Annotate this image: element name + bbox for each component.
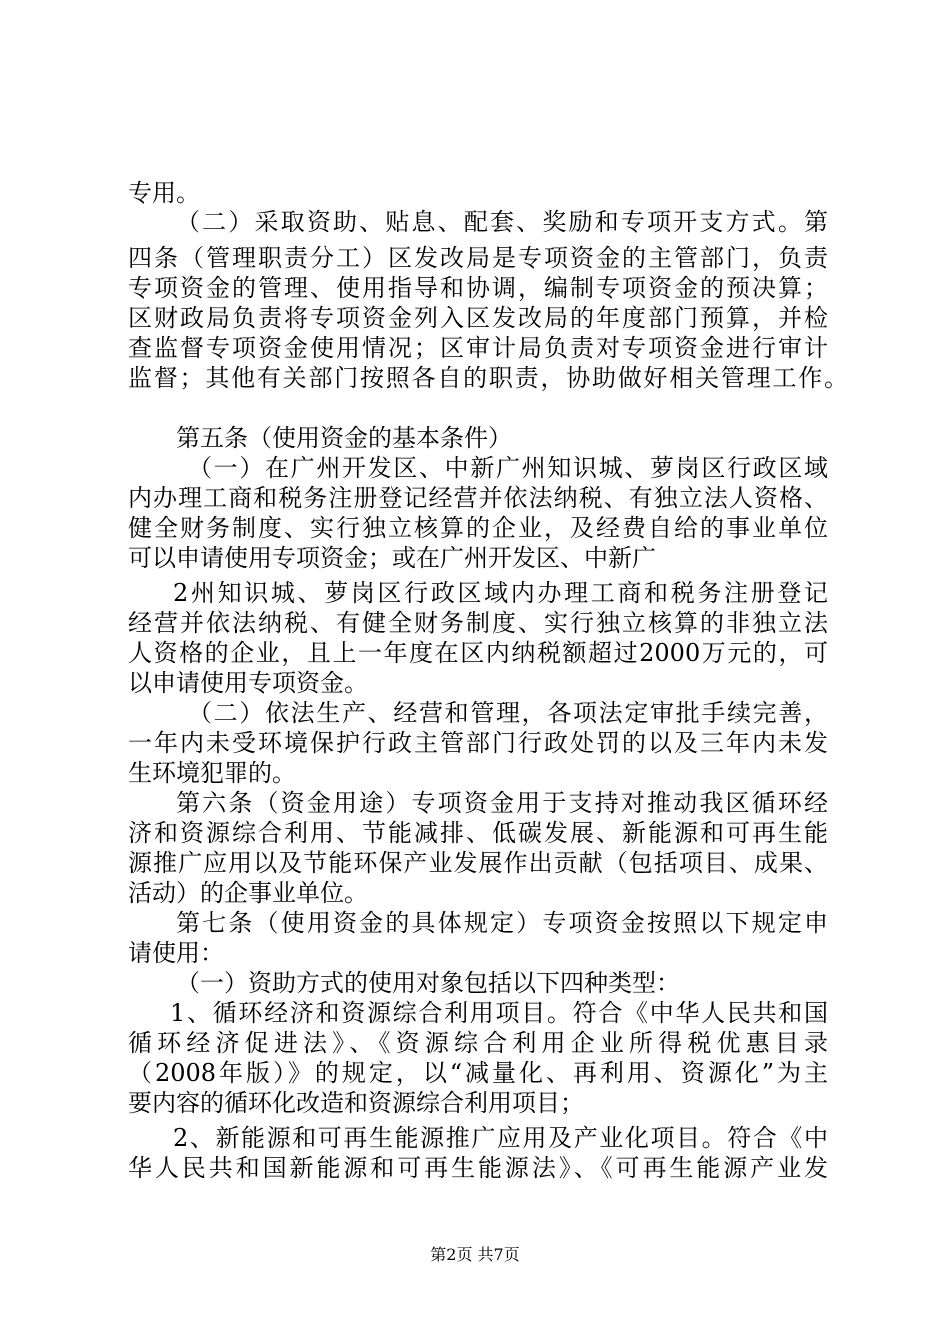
text-line: 查监督专项资金使用情况；区审计局负责对专项资金进行审计 (128, 334, 828, 362)
text-line: 四条（管理职责分工）区发改局是专项资金的主管部门，负责 (128, 244, 828, 272)
text-line: 经营并依法纳税、有健全财务制度、实行独立核算的非独立法 (128, 609, 828, 637)
text-line: 一年内未受环境保护行政主管部门行政处罚的以及三年内未发 (128, 729, 828, 757)
text-line: 华人民共和国新能源和可再生能源法》、《可再生能源产业发 (128, 1154, 828, 1182)
text-line: 内办理工商和税务注册登记经营并依法纳税、有独立法人资格、 (128, 484, 828, 512)
text-line: 专用。 (128, 179, 200, 207)
text-line: 可以申请使用专项资金；或在广州开发区、中新广 (128, 544, 656, 572)
section-heading: 第五条（使用资金的基本条件） (176, 424, 512, 452)
text-line: 专项资金的管理、使用指导和协调，编制专项资金的预决算； (128, 274, 828, 302)
text-line: （2008年版）》的规定，以“减量化、再利用、资源化”为主 (128, 1059, 828, 1087)
text-line: 活动）的企事业单位。 (128, 879, 368, 907)
text-line: 生环境犯罪的。 (128, 759, 296, 787)
section-heading: 第七条（使用资金的具体规定）专项资金按照以下规定申 (176, 909, 828, 937)
text-line: 2州知识城、萝岗区行政区域内办理工商和税务注册登记 (173, 579, 828, 607)
text-line: 请使用： (128, 939, 224, 967)
text-line: 以申请使用专项资金。 (128, 669, 368, 697)
text-line: 区财政局负责将专项资金列入区发改局的年度部门预算，并检 (128, 304, 828, 332)
text-line: 监督；其他有关部门按照各自的职责，协助做好相关管理工作。 (128, 364, 848, 392)
text-line: 2、新能源和可再生能源推广应用及产业化项目。符合《中 (173, 1124, 828, 1152)
text-line: （一）资助方式的使用对象包括以下四种类型： (176, 969, 680, 997)
text-line: （一）在广州开发区、中新广州知识城、萝岗区行政区域 (188, 454, 828, 482)
text-line: 循环经济促进法》、《资源综合利用企业所得税优惠目录 (128, 1029, 828, 1057)
text-line: 人资格的企业，且上一年度在区内纳税额超过2000万元的，可 (128, 639, 828, 667)
page-number-footer: 第2页 共7页 (430, 1245, 520, 1264)
text-line: 源推广应用以及节能环保产业发展作出贡献（包括项目、成果、 (128, 849, 828, 877)
text-line: 要内容的循环化改造和资源综合利用项目； (128, 1089, 584, 1117)
text-line: （二）依法生产、经营和管理，各项法定审批手续完善， (188, 699, 828, 727)
text-line: 健全财务制度、实行独立核算的企业，及经费自给的事业单位 (128, 514, 828, 542)
section-heading: 第六条（资金用途）专项资金用于支持对推动我区循环经 (176, 789, 828, 817)
text-line: （二）采取资助、贴息、配套、奖励和专项开支方式。第 (176, 208, 828, 236)
text-line: 济和资源综合利用、节能减排、低碳发展、新能源和可再生能 (128, 819, 828, 847)
text-line: 1、循环经济和资源综合利用项目。符合《中华人民共和国 (170, 999, 828, 1027)
